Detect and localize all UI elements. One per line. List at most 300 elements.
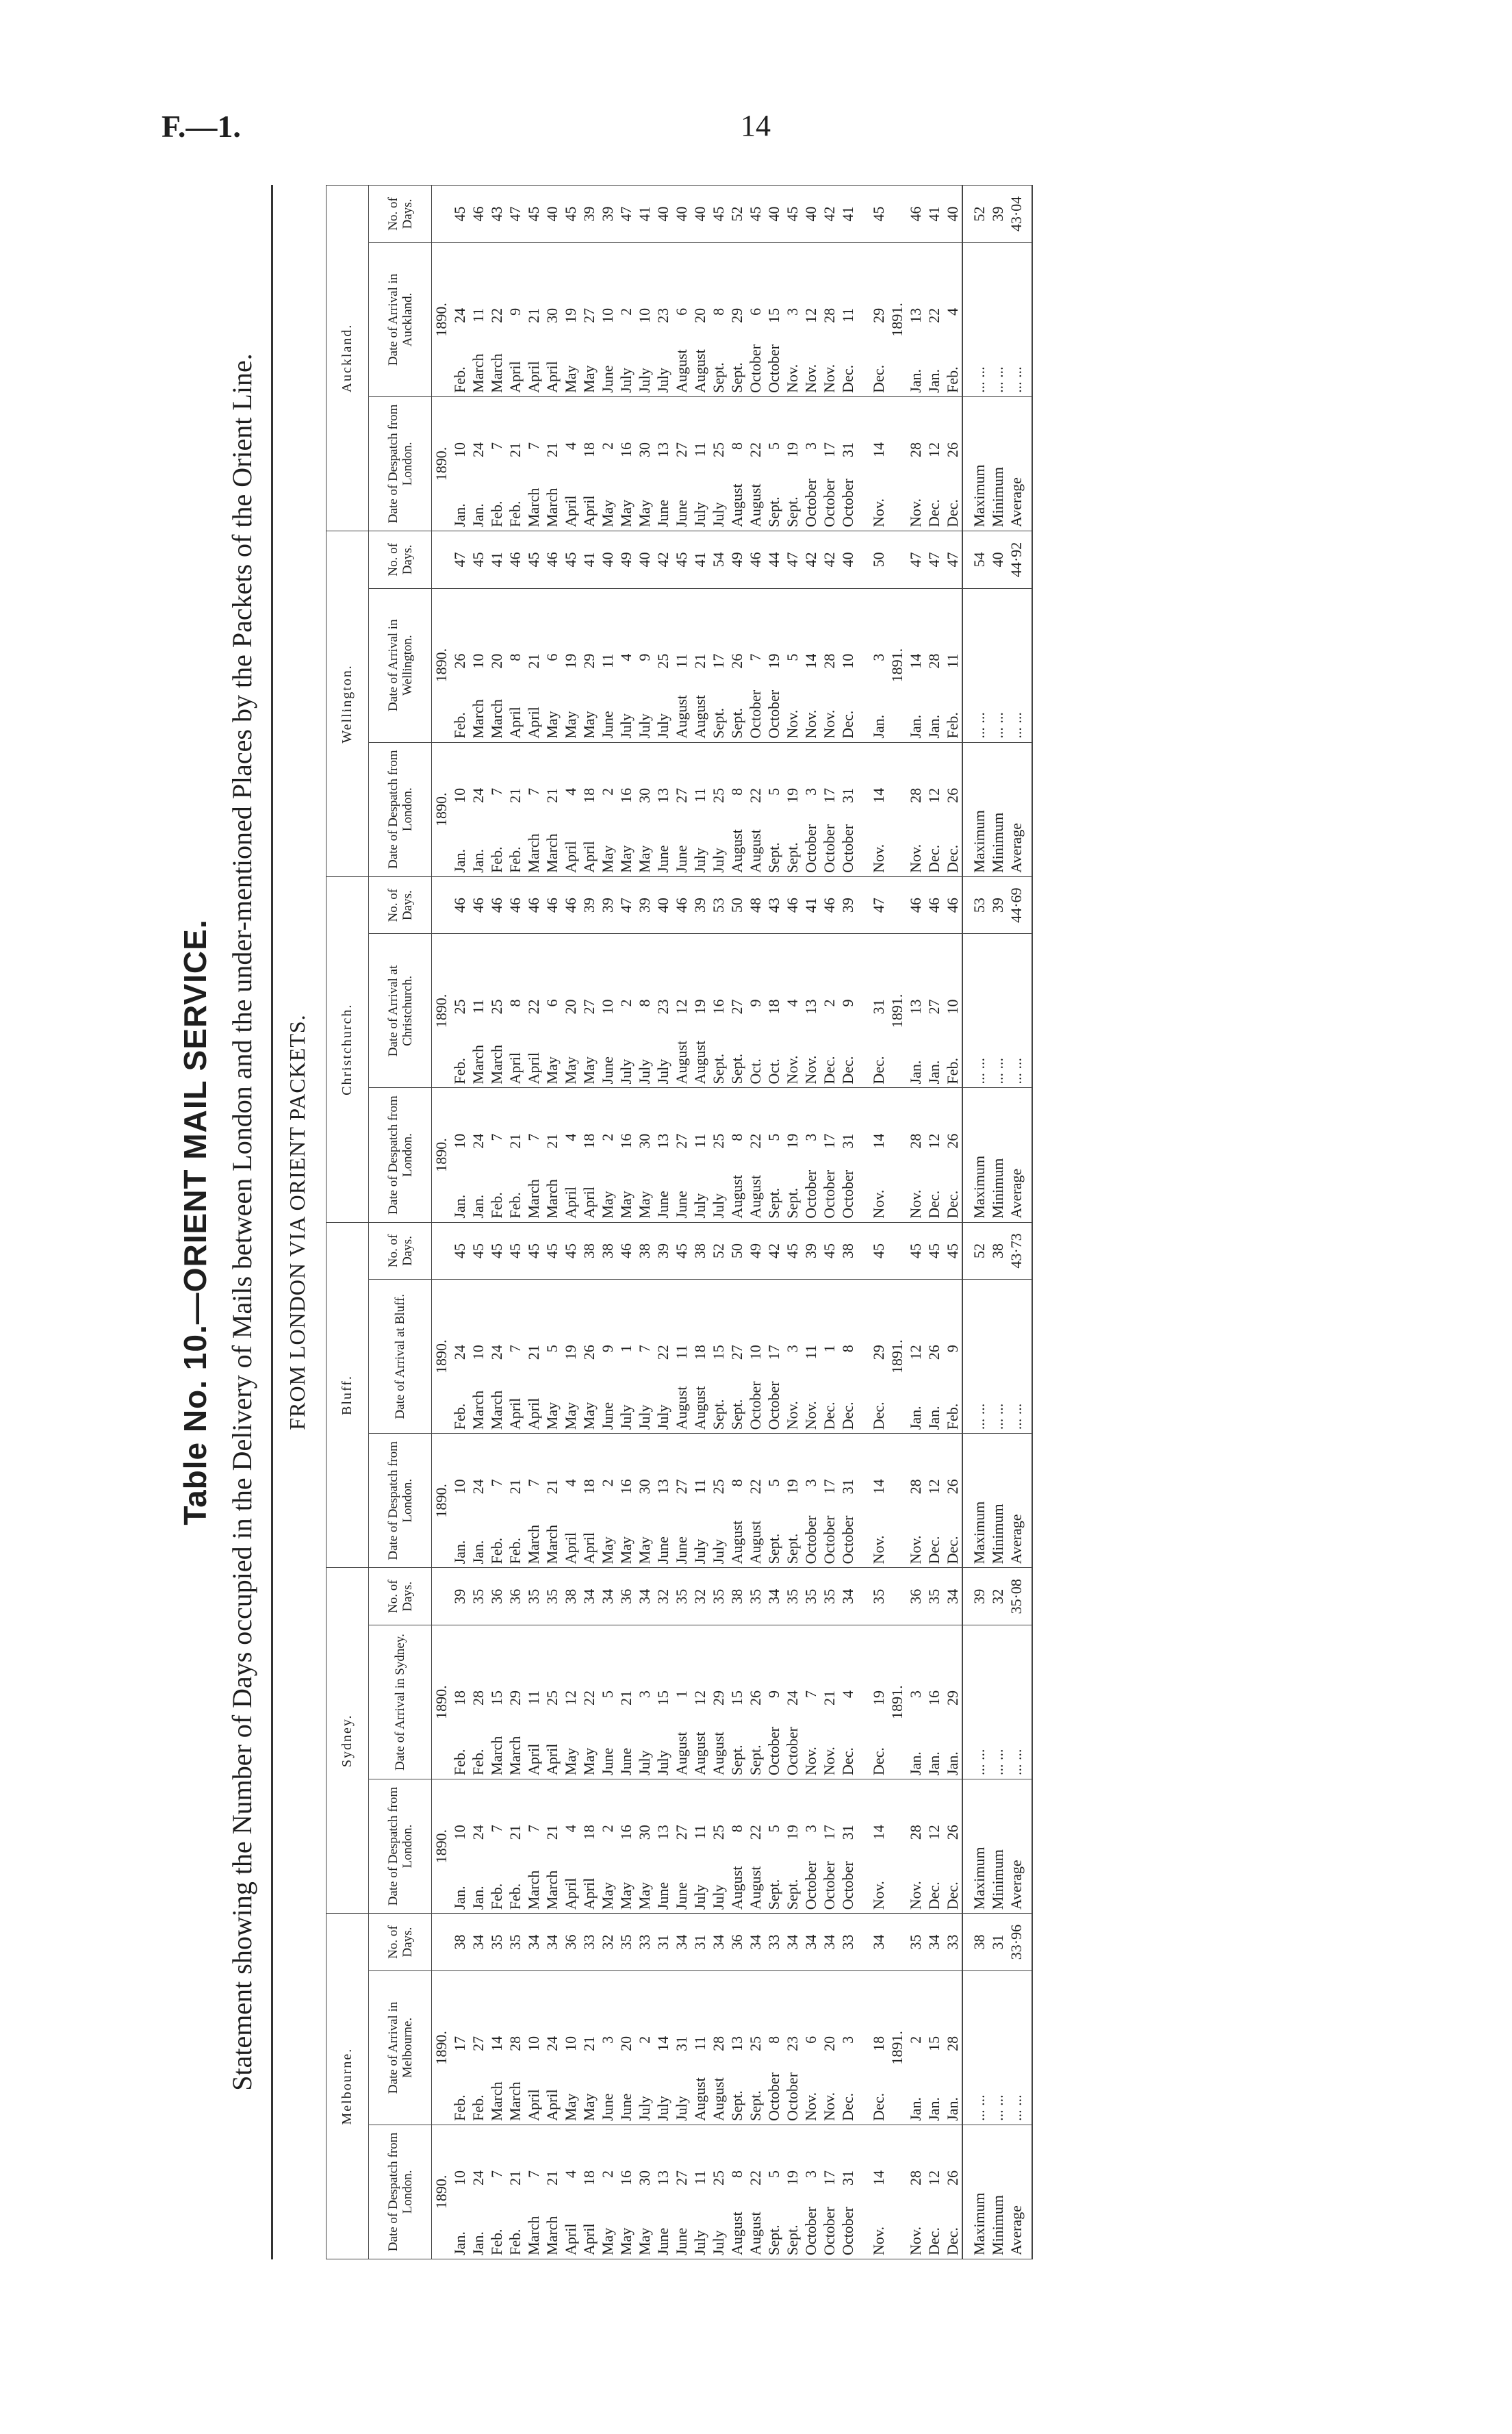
arrival-date — [728, 588, 746, 742]
days-count: 34 — [838, 1568, 857, 1625]
date-day: 22 — [747, 2170, 764, 2185]
date-day: 27 — [673, 1479, 690, 1495]
date-day: 21 — [617, 1690, 635, 1706]
date-month: Jan. — [470, 848, 487, 873]
date-month: Nov. — [870, 1535, 887, 1564]
despatch-date — [561, 742, 580, 876]
summary-label: Maximum — [962, 2125, 988, 2259]
date-month: May — [599, 1881, 616, 1910]
empty-cell — [1025, 396, 1032, 531]
days-count: 35 — [746, 1568, 765, 1625]
date-month: Feb. — [451, 366, 468, 393]
date-month: Feb. — [507, 1192, 524, 1219]
date-month: July — [636, 1058, 653, 1085]
date-day: 10 — [562, 2036, 579, 2051]
date-day: 25 — [710, 442, 727, 458]
date-day: 9 — [747, 999, 764, 1007]
arrival-date — [617, 1280, 635, 1434]
summary-label: Average — [1007, 396, 1025, 531]
arrival-date — [802, 588, 820, 742]
days-count: 45 — [820, 1222, 838, 1280]
date-day: 4 — [839, 1690, 856, 1699]
arrival-date — [598, 588, 617, 742]
despatch-date — [746, 1434, 765, 1568]
date-month: Nov. — [802, 1747, 819, 1776]
date-day: 10 — [451, 2170, 468, 2185]
year-label: 1891. — [888, 1970, 906, 2125]
despatch-date — [765, 1434, 783, 1568]
days-count: 35 — [524, 1568, 543, 1625]
arrival-date — [598, 934, 617, 1088]
arrival-date — [635, 1280, 654, 1434]
date-month: Nov. — [907, 1189, 924, 1219]
date-month: August — [728, 1175, 745, 1219]
date-day: 10 — [451, 442, 468, 458]
summary-label: Average — [1007, 1779, 1025, 1914]
date-month: October — [839, 1861, 856, 1910]
empty-cell — [432, 531, 451, 589]
arrival-date — [746, 1625, 765, 1779]
despatch-date — [487, 2125, 506, 2259]
arrival-date — [617, 1970, 635, 2125]
arrival-date — [524, 1280, 543, 1434]
arrival-date — [838, 934, 857, 1088]
arrival-date — [783, 1970, 802, 2125]
date-day: 1 — [617, 1345, 635, 1353]
statement-caption: Statement showing the Number of Days occupied in the Delivery of Mails between London and the under-mentioned Places by the Packets of the Orient Line. — [227, 353, 257, 2091]
date-month: Feb. — [507, 1537, 524, 1564]
table-row — [802, 186, 820, 2259]
days-count: 35 — [543, 1568, 561, 1625]
date-month: August — [728, 483, 745, 528]
days-count: 46 — [543, 531, 561, 589]
days-count: 45 — [672, 1222, 691, 1280]
col-arrival: Date of Arrival in Auckland. — [369, 242, 432, 396]
year-label: 1890. — [432, 934, 451, 1088]
date-day: 18 — [451, 1690, 468, 1706]
date-day: 11 — [691, 2036, 708, 2051]
arrival-date — [838, 1625, 857, 1779]
date-month: October — [802, 1169, 819, 1219]
despatch-date — [820, 1088, 838, 1222]
date-month: March — [470, 1390, 487, 1430]
year-label: 1891. — [888, 934, 906, 1088]
date-day: 24 — [470, 442, 487, 458]
date-month: Jan. — [451, 1194, 468, 1219]
days-count: 36 — [728, 1914, 746, 1971]
date-month: May — [580, 711, 598, 739]
arrival-date — [654, 934, 672, 1088]
despatch-date — [925, 1088, 943, 1222]
date-day: 17 — [821, 787, 838, 803]
days-count: 45 — [746, 186, 765, 243]
despatch-date — [543, 1088, 561, 1222]
date-day: 9 — [599, 1345, 616, 1353]
date-month: April — [562, 1187, 579, 1219]
date-month: April — [525, 361, 542, 393]
date-day: 5 — [599, 1690, 616, 1699]
date-day: 24 — [470, 787, 487, 803]
arrival-date — [580, 1280, 598, 1434]
days-count: 46 — [561, 876, 580, 934]
summary-value: 39 — [962, 1568, 988, 1625]
days-count: 41 — [838, 186, 857, 243]
days-count: 42 — [820, 186, 838, 243]
arrival-date — [943, 1625, 962, 1779]
arrival-date — [925, 934, 943, 1088]
arrival-date — [561, 242, 580, 396]
date-month: June — [599, 1402, 616, 1430]
date-day: 11 — [470, 999, 487, 1014]
date-day: 10 — [839, 653, 856, 669]
arrival-date — [728, 1970, 746, 2125]
despatch-date — [709, 2125, 728, 2259]
arrival-date — [765, 1970, 783, 2125]
despatch-date — [709, 396, 728, 531]
date-day: 20 — [821, 2036, 838, 2051]
date-day: 14 — [654, 2036, 671, 2051]
date-day: 19 — [784, 2170, 801, 2185]
arrival-date — [598, 1625, 617, 1779]
date-day: 19 — [562, 307, 579, 323]
days-count: 40 — [543, 186, 561, 243]
despatch-date — [869, 1434, 888, 1568]
date-day: 21 — [525, 653, 542, 669]
date-day: 5 — [765, 2170, 782, 2178]
date-month: Nov. — [870, 1881, 887, 1910]
days-count: 34 — [469, 1914, 487, 1971]
date-month: August — [747, 483, 764, 528]
date-day: 8 — [710, 307, 727, 316]
despatch-date — [635, 1088, 654, 1222]
days-count: 36 — [906, 1568, 925, 1625]
date-month: Dec. — [870, 1747, 887, 1776]
date-month: July — [691, 1538, 708, 1564]
empty-cell — [888, 1088, 906, 1222]
date-day: 24 — [451, 307, 468, 323]
summary-row-maximum — [962, 186, 988, 2259]
date-month: April — [562, 495, 579, 528]
days-count: 45 — [925, 1222, 943, 1280]
date-day: 30 — [636, 2170, 653, 2185]
arrival-date — [765, 1625, 783, 1779]
date-day: 22 — [747, 787, 764, 803]
days-count: 45 — [709, 186, 728, 243]
empty-cell — [857, 1914, 869, 1971]
date-day: 2 — [599, 787, 616, 796]
date-day: 24 — [470, 1133, 487, 1149]
date-month: Jan. — [470, 503, 487, 528]
days-count: 40 — [672, 186, 691, 243]
date-day: 27 — [470, 2036, 487, 2051]
empty-cell — [432, 876, 451, 934]
date-day: 2 — [599, 1133, 616, 1141]
despatch-date — [580, 1434, 598, 1568]
date-month: August — [747, 2211, 764, 2255]
date-month: Nov. — [907, 844, 924, 873]
date-month: May — [599, 1191, 616, 1219]
table-row — [506, 186, 524, 2259]
date-day: 13 — [654, 1825, 671, 1840]
days-count: 45 — [450, 186, 469, 243]
date-day: 11 — [839, 307, 856, 323]
despatch-date — [691, 1434, 709, 1568]
date-day: 4 — [562, 1479, 579, 1487]
date-day: 21 — [821, 1690, 838, 1706]
despatch-date — [746, 2125, 765, 2259]
empty-cell — [888, 1434, 906, 1568]
date-day: 21 — [543, 442, 561, 458]
column-header-row — [369, 186, 432, 2259]
days-count: 35 — [469, 1568, 487, 1625]
date-day: 22 — [488, 307, 505, 323]
days-count: 46 — [906, 876, 925, 934]
date-month: July — [710, 1884, 727, 1910]
date-day: 31 — [673, 2036, 690, 2051]
despatch-date — [869, 2125, 888, 2259]
empty-cell — [857, 742, 869, 876]
date-day: 11 — [691, 1479, 708, 1494]
despatch-date — [580, 396, 598, 531]
spacer-row — [857, 186, 869, 2259]
days-count: 41 — [925, 186, 943, 243]
days-count: 50 — [728, 1222, 746, 1280]
date-day: 28 — [507, 2036, 524, 2051]
date-month: July — [636, 2096, 653, 2121]
date-month: April — [580, 1187, 598, 1219]
date-day: 12 — [925, 1479, 943, 1495]
date-day: 3 — [802, 1133, 819, 1141]
empty-cell — [1025, 186, 1032, 243]
date-day: 12 — [691, 1690, 708, 1706]
summary-value: 31 — [988, 1914, 1007, 1971]
date-month: August — [691, 349, 708, 393]
date-month: July — [636, 713, 653, 739]
page-number: 14 — [741, 109, 771, 142]
empty-cell — [1025, 1088, 1032, 1222]
date-day: 24 — [470, 2170, 487, 2185]
despatch-date — [765, 742, 783, 876]
date-day: 7 — [525, 2170, 542, 2178]
date-month: Jan. — [944, 2097, 961, 2121]
date-day: 21 — [507, 1479, 524, 1495]
year-label: 1890. — [432, 742, 451, 876]
despatch-date — [469, 396, 487, 531]
days-count: 32 — [654, 1568, 672, 1625]
arrival-date — [728, 1280, 746, 1434]
despatch-date — [654, 2125, 672, 2259]
arrival-date — [943, 1970, 962, 2125]
arrival-date — [543, 934, 561, 1088]
days-count: 46 — [487, 876, 506, 934]
empty-cell — [857, 2125, 869, 2259]
date-day: 8 — [507, 999, 524, 1007]
date-day: 17 — [451, 2036, 468, 2051]
days-count: 43 — [765, 876, 783, 934]
date-month: Feb. — [507, 500, 524, 528]
date-day: 13 — [802, 999, 819, 1015]
date-day: 21 — [507, 787, 524, 803]
arrival-date — [820, 1280, 838, 1434]
date-month: Feb. — [451, 1749, 468, 1776]
date-day: 5 — [765, 1825, 782, 1833]
days-count: 47 — [617, 876, 635, 934]
date-day: 7 — [488, 1479, 505, 1487]
arrival-date — [943, 588, 962, 742]
despatch-date — [943, 1088, 962, 1222]
date-month: October — [821, 824, 838, 873]
date-month: Nov. — [784, 1055, 801, 1085]
days-count: 46 — [746, 531, 765, 589]
date-month: October — [802, 479, 819, 528]
date-month: October — [839, 2207, 856, 2255]
date-day: 17 — [821, 1825, 838, 1840]
date-day: 29 — [710, 1690, 727, 1706]
date-month: April — [562, 1877, 579, 1910]
despatch-date — [487, 742, 506, 876]
date-month: Jan. — [907, 1060, 924, 1085]
date-month: Sept. — [765, 496, 782, 528]
date-day: 11 — [691, 787, 708, 802]
summary-dots: ... ... — [962, 242, 988, 396]
date-month: August — [728, 829, 745, 873]
date-day: 27 — [673, 442, 690, 458]
arrival-date — [580, 1625, 598, 1779]
days-count: 49 — [746, 1222, 765, 1280]
mail-delivery-table — [326, 185, 1033, 2259]
despatch-date — [672, 1088, 691, 1222]
date-day: 25 — [488, 999, 505, 1015]
rotated-table-area — [177, 185, 1258, 2259]
empty-cell — [1025, 2125, 1032, 2259]
despatch-date — [943, 396, 962, 531]
date-day: 25 — [654, 653, 671, 669]
date-month: Nov. — [907, 1535, 924, 1564]
empty-cell — [857, 531, 869, 589]
date-day: 9 — [507, 307, 524, 316]
date-month: Dec. — [839, 364, 856, 393]
date-month: August — [673, 349, 690, 393]
days-count: 32 — [598, 1914, 617, 1971]
days-count: 54 — [709, 531, 728, 589]
date-month: March — [543, 1524, 561, 1564]
arrival-date — [802, 934, 820, 1088]
summary-label: Maximum — [962, 1779, 988, 1914]
days-count: 50 — [728, 876, 746, 934]
date-day: 15 — [728, 1690, 745, 1706]
despatch-date — [746, 1779, 765, 1914]
arrival-date — [728, 1625, 746, 1779]
date-month: July — [654, 1750, 671, 1776]
date-month: June — [654, 499, 671, 528]
days-count: 41 — [580, 531, 598, 589]
date-month: Jan. — [907, 369, 924, 393]
arrival-date — [746, 1970, 765, 2125]
arrival-date — [598, 1970, 617, 2125]
despatch-date — [691, 1088, 709, 1222]
arrival-date — [869, 242, 888, 396]
date-day: 13 — [654, 787, 671, 803]
days-count: 45 — [906, 1222, 925, 1280]
date-day: 6 — [673, 307, 690, 316]
col-arrival: Date of Arrival in Wellington. — [369, 588, 432, 742]
date-month: July — [617, 1058, 635, 1085]
days-count: 35 — [820, 1568, 838, 1625]
despatch-date — [450, 1779, 469, 1914]
col-despatch: Date of Despatch from London. — [369, 2125, 432, 2259]
despatch-date — [869, 742, 888, 876]
table-row — [598, 186, 617, 2259]
date-day: 3 — [784, 307, 801, 316]
date-day: 21 — [525, 307, 542, 323]
date-day: 9 — [944, 1345, 961, 1353]
arrival-date — [820, 242, 838, 396]
year-label: 1891. — [888, 588, 906, 742]
arrival-date — [925, 1280, 943, 1434]
arrival-date — [783, 588, 802, 742]
date-month: Sept. — [765, 1879, 782, 1910]
date-month: Jan. — [925, 1406, 943, 1430]
days-count: 34 — [925, 1914, 943, 1971]
date-month: March — [488, 353, 505, 393]
arrival-date — [487, 242, 506, 396]
date-day: 12 — [925, 1825, 943, 1840]
date-month: April — [580, 1877, 598, 1910]
days-count: 38 — [728, 1568, 746, 1625]
arrival-date — [765, 242, 783, 396]
date-month: August — [728, 2211, 745, 2255]
date-month: July — [654, 713, 671, 739]
arrival-date — [746, 242, 765, 396]
date-day: 16 — [710, 999, 727, 1015]
despatch-date — [728, 396, 746, 531]
date-day: 13 — [654, 2170, 671, 2185]
date-month: Dec. — [925, 1536, 943, 1564]
summary-value: 53 — [962, 876, 988, 934]
date-day: 14 — [488, 2036, 505, 2051]
date-day: 23 — [654, 307, 671, 323]
header-wellington: Wellington. — [326, 531, 369, 877]
arrival-date — [617, 1625, 635, 1779]
days-count: 34 — [598, 1568, 617, 1625]
date-month: Dec. — [821, 1056, 838, 1085]
despatch-date — [925, 742, 943, 876]
date-day: 10 — [451, 787, 468, 803]
date-day: 29 — [507, 1690, 524, 1706]
despatch-date — [617, 1088, 635, 1222]
date-day: 14 — [870, 787, 887, 803]
arrival-date — [765, 934, 783, 1088]
summary-label: Minimum — [988, 2125, 1007, 2259]
arrival-date — [906, 934, 925, 1088]
date-day: 25 — [710, 1825, 727, 1840]
despatch-date — [672, 2125, 691, 2259]
year-label: 1891. — [888, 1280, 906, 1434]
date-day: 12 — [925, 787, 943, 803]
arrival-date — [506, 934, 524, 1088]
despatch-date — [561, 1088, 580, 1222]
date-day: 27 — [925, 999, 943, 1015]
despatch-date — [543, 742, 561, 876]
arrival-date — [561, 1970, 580, 2125]
date-month: April — [580, 2223, 598, 2255]
date-day: 10 — [470, 1345, 487, 1360]
date-day: 18 — [580, 1825, 598, 1840]
summary-dots: ... ... — [988, 242, 1007, 396]
date-day: 22 — [925, 307, 943, 323]
date-month: Feb. — [507, 846, 524, 873]
arrival-date — [765, 1280, 783, 1434]
